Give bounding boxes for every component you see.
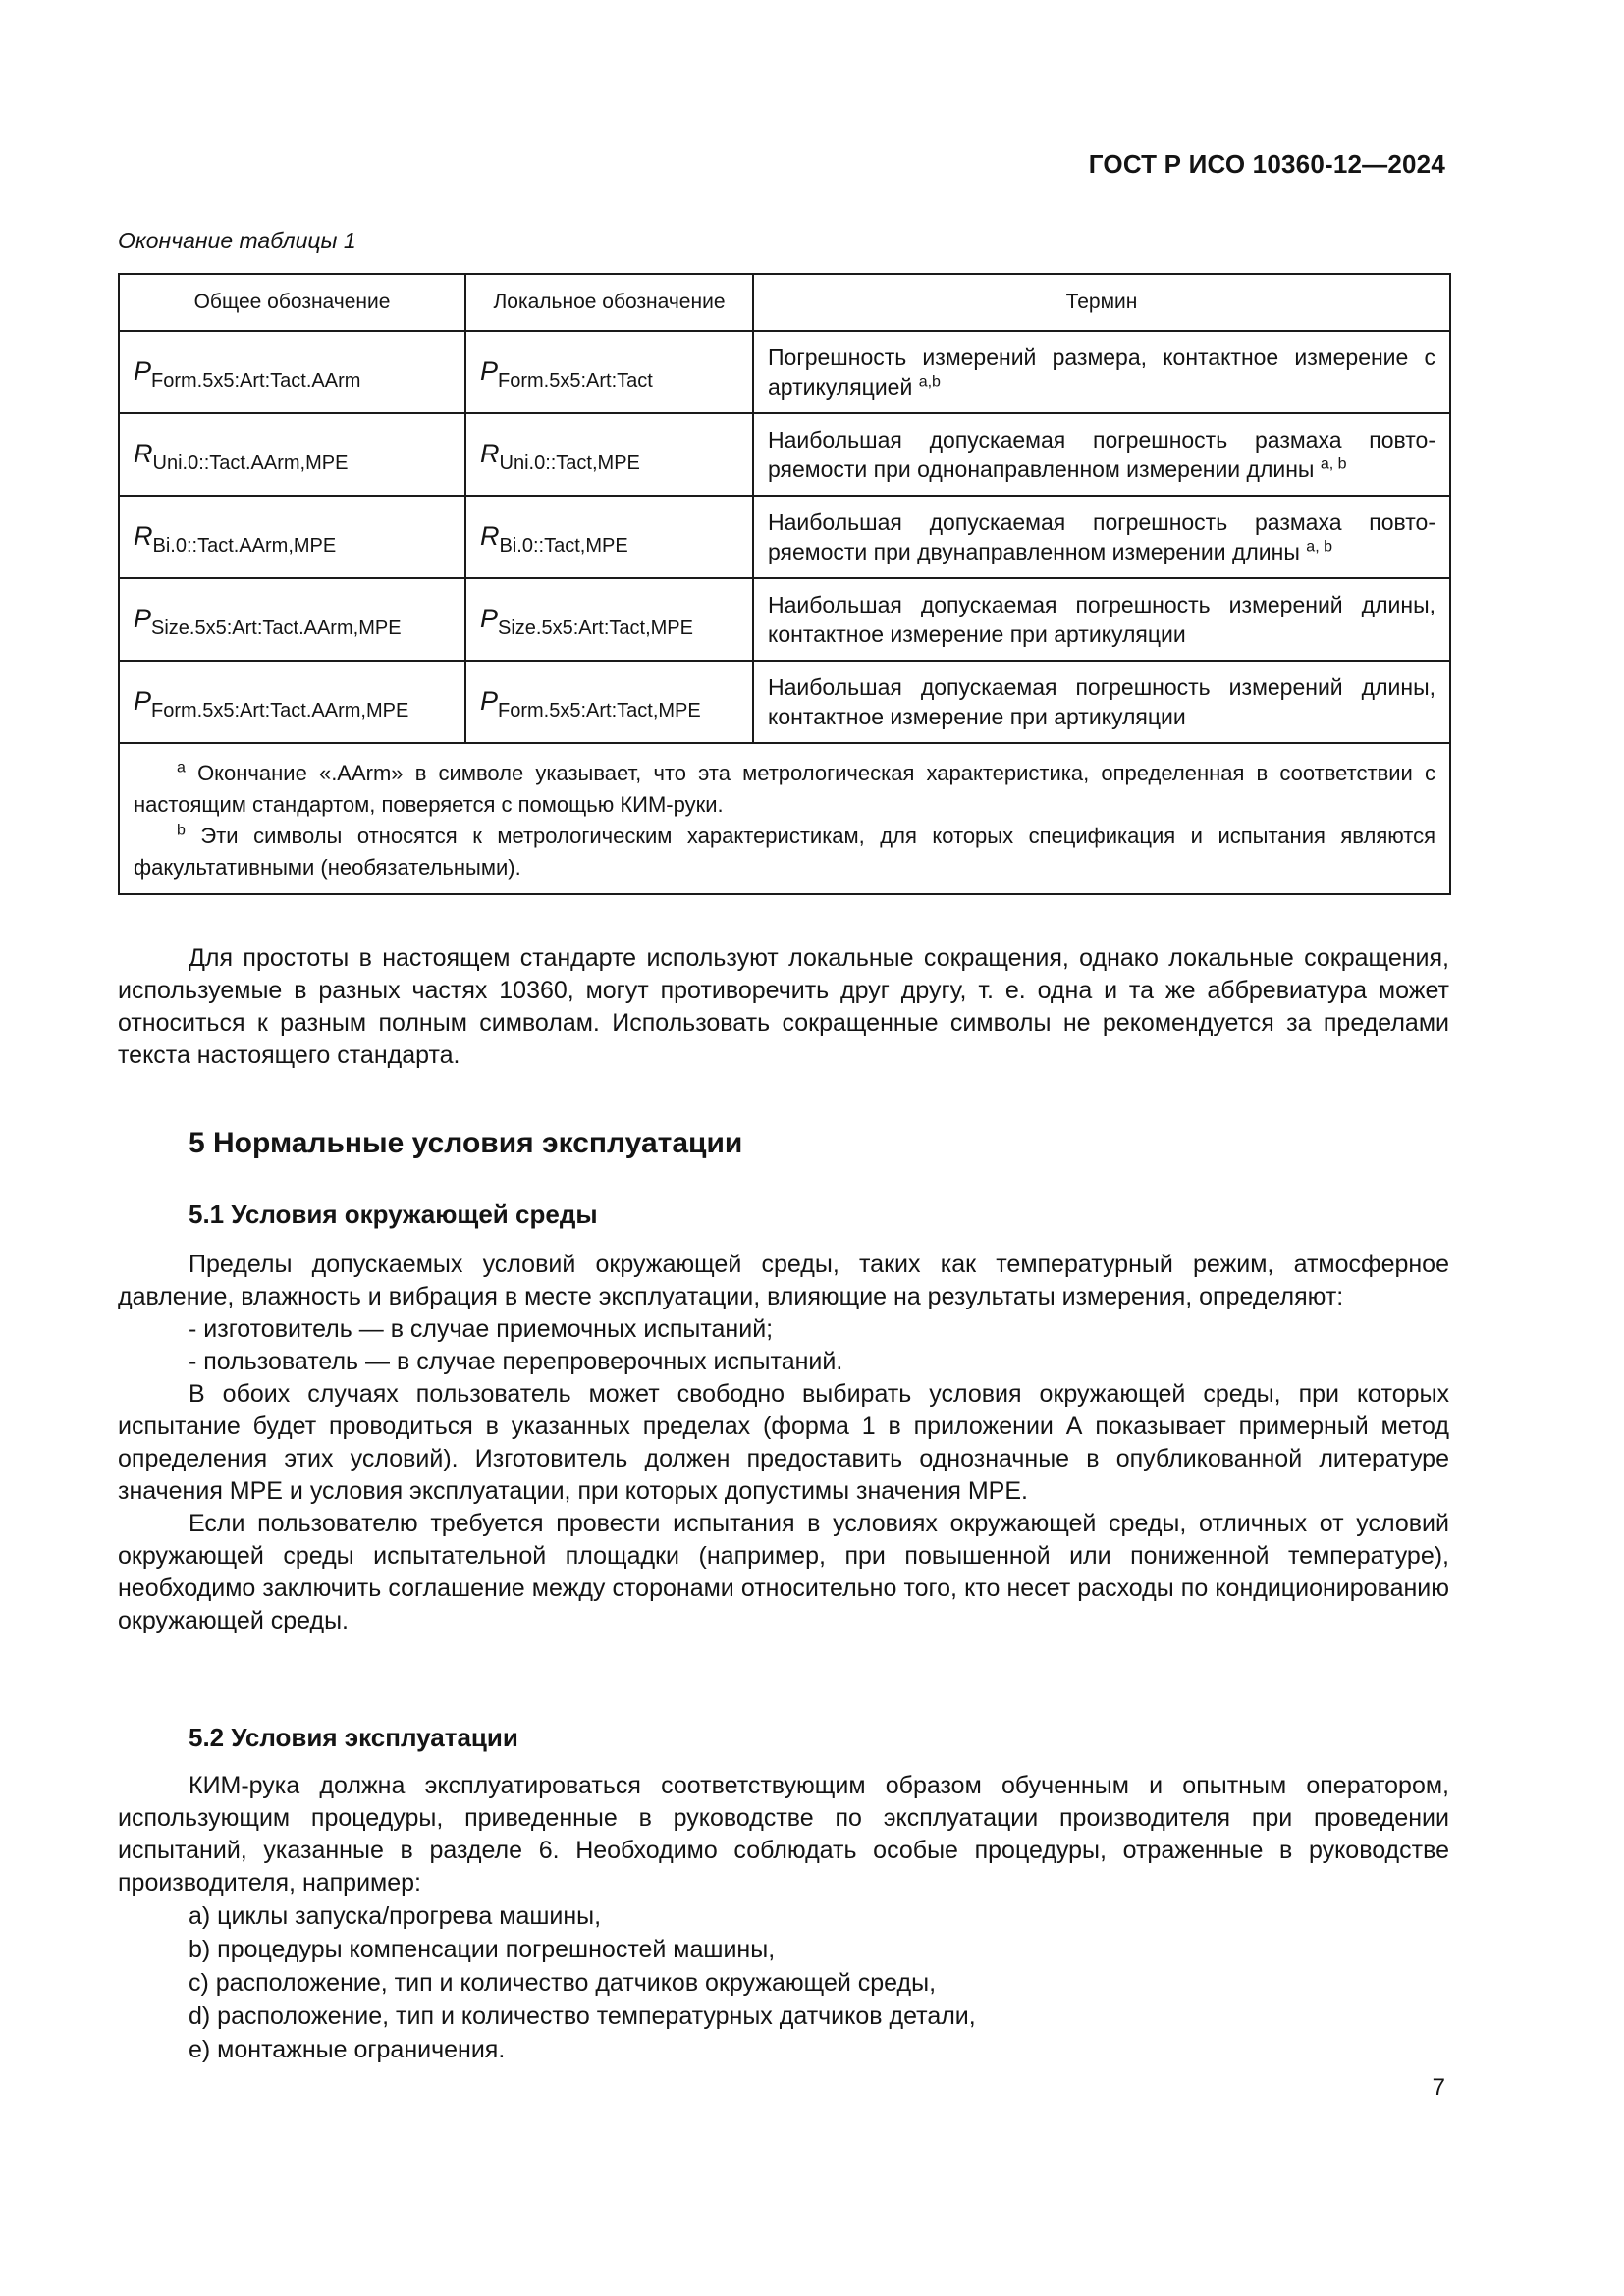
column-header: Общее обозначение (119, 274, 465, 331)
section-5-1-body (118, 1249, 1449, 1637)
general-symbol: PForm.5x5:Art:Tact.AArm (119, 331, 465, 413)
intro-paragraph: Для простоты в настоящем стандарте используют локальные сокращения, однако локальные сокращения, используемые в разных частях 10360, могут противоречить друг другу, т. е. одна и та же аббревиатура может относиться к разным полным символам. Использовать сокращенные символы не рекомендуется за пределами текста настоящего стандарта. (118, 944, 1449, 1069)
list-item: c) расположение, тип и количество датчиков окружающей среды, (189, 1969, 937, 1997)
note-a: $^a$ Окончание «.AArm» в символе указывает, что эта метрологическая характеристика, определенная в соответствии с настоящим стандартом, поверяется с помощью КИМ-руки. (134, 759, 1435, 817)
list-item: - пользователь — в случае перепроверочных испытаний. (189, 1348, 843, 1375)
section-5-2-body (118, 1770, 1449, 1899)
general-symbol: PForm.5x5:Art:Tact.AArm,MPE (119, 661, 465, 743)
table-caption: Окончание таблицы 1 (118, 228, 356, 253)
table-row (119, 661, 1450, 743)
column-header: Локальное обозначение (465, 274, 753, 331)
table-row (119, 413, 1450, 496)
local-symbol: PSize.5x5:Art:Tact,MPE (465, 578, 753, 661)
term-cell: Наибольшая допускаемая погрешность измерений длины, контактное измерение при артикуляции (753, 661, 1450, 743)
list-item: e) монтажные ограничения. (189, 2036, 506, 2063)
term-cell: Наибольшая допускаемая погрешность размаха повторяемости при однонаправленном измерении длины $^{a, b}$ (753, 413, 1450, 496)
page-number: 7 (1432, 2074, 1445, 2101)
general-symbol: PSize.5x5:Art:Tact.AArm,MPE (119, 578, 465, 661)
list-item: d) расположение, тип и количество температурных датчиков детали, (189, 2002, 976, 2030)
table-row (119, 496, 1450, 578)
paragraph: Если пользователю требуется провести испытания в условиях окружающей среды, отличных от условий окружающей среды испытательной площадки (например, при повышенной или пониженной температуре), необходимо заключить соглашение между сторонами относительно того, кто несет расходы по кондиционированию окружающей среды. (118, 1510, 1449, 1634)
section-5-title: 5 Нормальные условия эксплуатации (189, 1127, 743, 1159)
local-symbol: RBi.0::Tact,MPE (465, 496, 753, 578)
symbols-table (118, 273, 1451, 895)
table-notes-row (119, 743, 1450, 894)
column-header: Термин (753, 274, 1450, 331)
table-row (119, 578, 1450, 661)
paragraph: КИМ-рука должна эксплуатироваться соответствующим образом обученным и опытным оператором, использующим процедуры, приведенные в руководстве по эксплуатации производителя при проведении испытаний, указанные в разделе 6. Необходимо соблюдать особые процедуры, отраженные в руководстве производителя, например: (118, 1772, 1449, 1896)
section-5-2-title: 5.2 Условия эксплуатации (189, 1723, 518, 1752)
section-5-1-title: 5.1 Условия окружающей среды (189, 1200, 598, 1229)
document-code: ГОСТ Р ИСО 10360-12—2024 (1088, 149, 1445, 179)
term-cell: Наибольшая допускаемая погрешность размаха повторяемости при двунаправленном измерении длины $^{a, b}$ (753, 496, 1450, 578)
list-item: a) циклы запуска/прогрева машины, (189, 1902, 602, 1930)
general-symbol: RBi.0::Tact.AArm,MPE (119, 496, 465, 578)
table-notes (119, 743, 1450, 894)
local-symbol: RUni.0::Tact,MPE (465, 413, 753, 496)
local-symbol: PForm.5x5:Art:Tact,MPE (465, 661, 753, 743)
general-symbol: RUni.0::Tact.AArm,MPE (119, 413, 465, 496)
table-row (119, 331, 1450, 413)
list-item: - изготовитель — в случае приемочных испытаний; (189, 1315, 774, 1343)
local-symbol: PForm.5x5:Art:Tact (465, 331, 753, 413)
table-header-row (119, 274, 1450, 331)
section-5-2-list (189, 1899, 976, 2066)
note-b: $^b$ Эти символы относятся к метрологическим характеристикам, для которых спецификация и испытания являются факультативными (необязательными). (134, 822, 1436, 880)
term-cell: Наибольшая допускаемая погрешность измерений длины, контактное измерение при артикуляции (753, 578, 1450, 661)
paragraph: В обоих случаях пользователь может свободно выбирать условия окружающей среды, при которых испытание будет проводиться в указанных пределах (форма 1 в приложении А показывает примерный метод определения этих условий). Изготовитель должен предоставить однозначные в опубликованной литературе значения MPE и условия эксплуатации, при которых допустимы значения MPE. (118, 1380, 1449, 1505)
list-item: b) процедуры компенсации погрешностей машины, (189, 1936, 776, 1963)
term-cell: Погрешность измерений размера, контактное измерение с артикуляцией $^{a,b}$ (753, 331, 1450, 413)
paragraph: Пределы допускаемых условий окружающей среды, таких как температурный режим, атмосферное давление, влажность и вибрация в месте эксплуатации, влияющие на результаты измерения, определяют: (118, 1251, 1449, 1310)
